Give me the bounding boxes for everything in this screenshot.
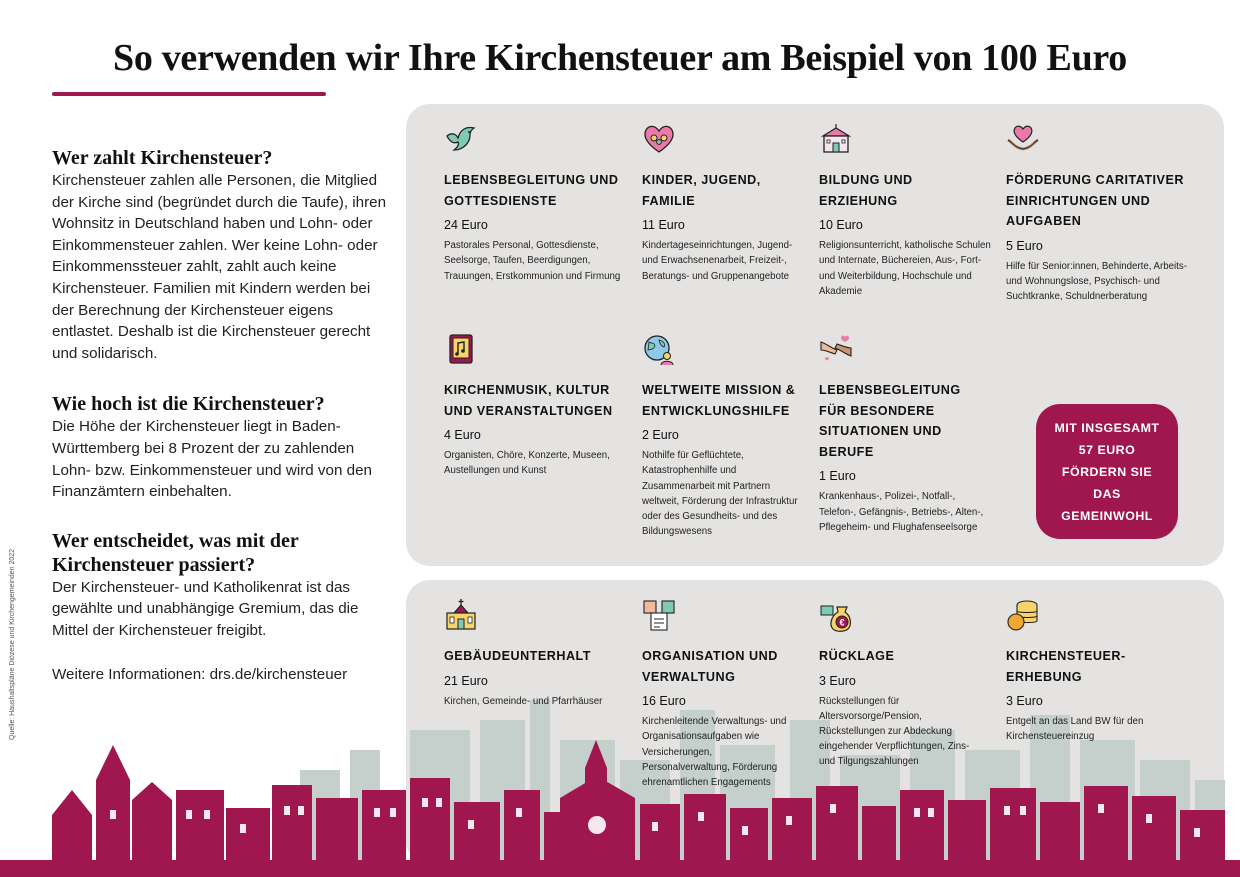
section-how-much	[52, 392, 388, 502]
category-title: KINDER, JUGEND, FAMILIE	[642, 173, 761, 208]
category-title: WELTWEITE MISSION & ENTWICKLUNGSHILFE	[642, 383, 796, 418]
documents-icon	[642, 598, 676, 632]
category-amount: 5 Euro	[1006, 238, 1043, 253]
category-description: Krankenhaus-, Polizei-, Notfall-, Telefon-, Gefängnis-, Betriebs-, Alten-, Pflegeheim- und Flughafenseelsorge	[819, 491, 984, 533]
category-title: KIRCHENMUSIK, KULTUR UND VERANSTALTUNGEN	[444, 383, 613, 418]
category-description: Kirchenleitende Verwaltungs- und Organisationsaufgaben wie Versicherungen, Personalverwaltung, Förderung ehrenamtlichen Engagements	[642, 716, 787, 788]
heart-hands-icon	[1006, 122, 1040, 156]
more-info-link[interactable]: Weitere Informationen: drs.de/kirchensteuer	[52, 665, 348, 683]
category-description: Organisten, Chöre, Konzerte, Museen, Austellungen und Kunst	[444, 450, 610, 477]
category-description: Kirchen, Gemeinde- und Pfarrhäuser	[444, 695, 603, 707]
helping-hands-icon	[819, 332, 853, 366]
category-verwaltung	[642, 598, 792, 790]
section-who-pays	[52, 146, 388, 364]
category-title: FÖRDERUNG CARITATIVER EINRICHTUNGEN UND AUFGABEN	[1006, 173, 1184, 229]
source-note: Quelle: Haushaltspläne Diözese und Kirchengemeinden 2022	[9, 548, 16, 740]
globe-person-icon	[642, 332, 676, 366]
section-heading: Wie hoch ist die Kirchensteuer?	[52, 393, 325, 416]
category-title: GEBÄUDEUNTERHALT	[444, 649, 591, 663]
section-heading: Wer zahlt Kirchensteuer?	[52, 147, 273, 169]
category-bildung	[819, 122, 991, 299]
category-amount: 2 Euro	[642, 428, 679, 443]
category-description: Religionsunterricht, katholische Schulen und Internate, Büchereien, Aus-, Fort- und Weiterbildung, Hochschule und Akademie	[819, 240, 991, 297]
category-description: Rückstellungen für Altersvorsorge/Pension, Rückstellungen zur Abdeckung eingehender Verpflichtungen, Zins- und Tilgungszahlungen	[819, 695, 970, 768]
category-title: RÜCKLAGE	[819, 649, 895, 663]
category-lebensbegleitung	[444, 122, 624, 284]
section-body: Der Kirchensteuer- und Katholikenrat ist das gewählte und unabhängige Gremium, das die Mittel der Kirchensteuer freigibt.	[52, 578, 359, 639]
category-erhebung	[1006, 598, 1176, 745]
category-amount: 11 Euro	[642, 218, 685, 233]
category-amount: 21 Euro	[444, 673, 488, 688]
section-heading: Wer entscheidet, was mit der Kirchensteuer passiert?	[52, 529, 299, 576]
category-description: Entgelt an das Land BW für den Kirchensteuereinzug	[1006, 716, 1144, 743]
category-gebaeude	[444, 598, 624, 709]
total-badge	[1036, 404, 1178, 539]
page-title: So verwenden wir Ihre Kirchensteuer am Beispiel von 100 Euro	[113, 37, 1127, 79]
svg-text:€: €	[839, 617, 845, 628]
money-bag-icon	[819, 598, 853, 632]
coins-icon	[1006, 598, 1040, 632]
title-underline	[52, 92, 326, 96]
music-book-icon	[444, 332, 478, 366]
category-amount: 3 Euro	[1006, 694, 1043, 709]
category-description: Nothilfe für Geflüchtete, Katastrophenhilfe und Zusammenarbeit mit Partnern weltweit, Förderung der Infrastruktur oder des Gesundheits- und des Bildungswesens	[642, 450, 798, 538]
section-body: Kirchensteuer zahlen alle Personen, die Mitglied der Kirche sind (begründet durch die Taufe), ihren Wohnsitz in Deutschland haben und Lohn- oder Einkommensteuer zahlen. Wer keine Lohn- oder Einkommenssteuer zahlt, zahlt auch keine Kirchensteuer. Familien mit Kindern werden bei der Berechnung der Kirchensteuer eigens entlastet. Deshalb ist die Kirchensteuer gerecht und solidarisch.	[52, 172, 387, 362]
category-description: Kindertageseinrichtungen, Jugend- und Erwachsenenarbeit, Freizeit-, Beratungs- und Gruppenangebote	[642, 240, 793, 282]
category-amount: 10 Euro	[819, 218, 863, 233]
category-title: KIRCHENSTEUER-ERHEBUNG	[1006, 649, 1126, 684]
category-description: Pastorales Personal, Gottesdienste, Seelsorge, Taufen, Beerdigungen, Trauungen, Erstkommunion und Firmung	[444, 240, 621, 282]
category-title: ORGANISATION UND VERWALTUNG	[642, 649, 778, 684]
category-description: Hilfe für Senior:innen, Behinderte, Arbeits- und Wohnungslose, Psychisch- und Suchtkranke, Schuldnerberatung	[1006, 260, 1187, 303]
category-kirchenmusik	[444, 332, 624, 479]
category-amount: 4 Euro	[444, 428, 481, 443]
section-who-decides	[52, 529, 388, 642]
dove-icon	[444, 122, 478, 156]
heart-family-icon	[642, 122, 676, 156]
category-amount: 16 Euro	[642, 694, 686, 709]
category-amount: 24 Euro	[444, 218, 488, 233]
church-icon	[444, 598, 478, 632]
category-amount: 3 Euro	[819, 673, 856, 688]
section-body: Die Höhe der Kirchensteuer liegt in Baden-Württemberg bei 8 Prozent der zu zahlenden Lohn- bzw. Einkommensteuer und wird von den Finanzämtern einbehalten.	[52, 418, 372, 501]
category-caritas	[1006, 122, 1196, 304]
info-column	[52, 146, 388, 685]
category-besondere-situationen	[819, 332, 991, 535]
category-weltmission	[642, 332, 802, 539]
category-title: LEBENSBEGLEITUNG FÜR BESONDERE SITUATIONEN UND BERUFE	[819, 383, 961, 459]
total-badge-text: MIT INSGESAMT 57 EURO FÖRDERN SIE DAS GEMEINWOHL	[1054, 420, 1160, 523]
category-title: BILDUNG UND ERZIEHUNG	[819, 173, 913, 208]
category-title: LEBENSBEGLEITUNG UND GOTTESDIENSTE	[444, 173, 619, 208]
category-ruecklage	[819, 598, 979, 770]
category-kinder-jugend	[642, 122, 800, 284]
category-amount: 1 Euro	[819, 469, 856, 484]
school-icon	[819, 122, 853, 156]
